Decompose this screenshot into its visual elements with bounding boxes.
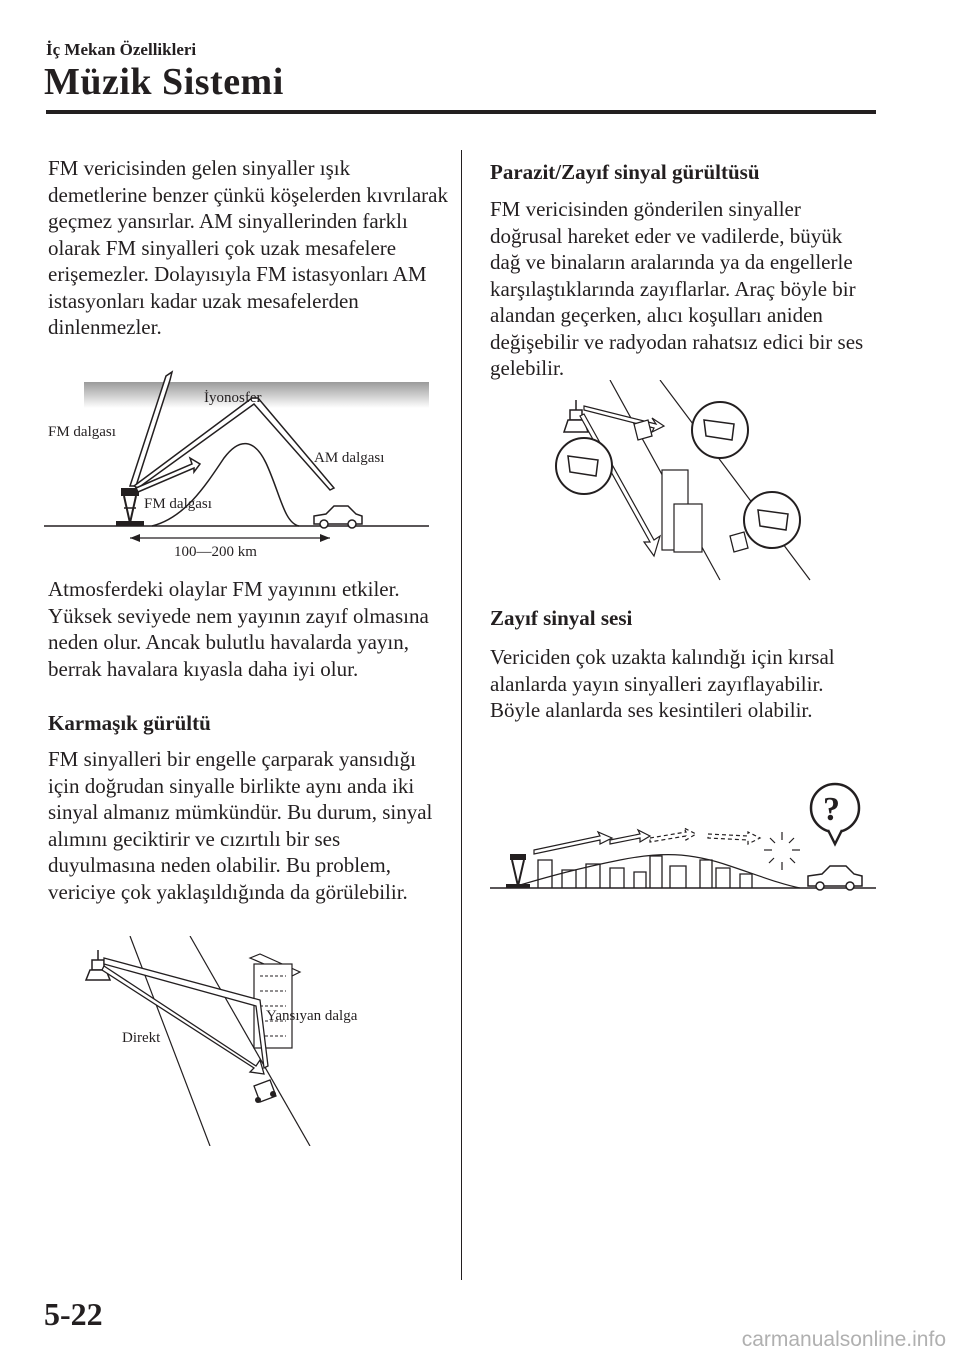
- distance-arrow: [130, 534, 330, 542]
- static-paragraph: FM vericisinden gönderilen sinyaller doğrusal hareket eder ve vadilerde, büyük dağ ve binaların aralarında ya da engellerle karşılaştıklarında zayıflarlar. Araç böyle bir alandan geçerken, alıcı koşulları aniden değişebilir ve radyodan rahatsız edici bir ses gelebilir.: [490, 197, 864, 380]
- atmosphere-paragraph: Atmosferdeki olaylar FM yayınını etkiler. Yüksek seviyede nem yayının zayıf olmasına neden olur. Ancak bulutlu havalarda yayın, berrak havalara kıyasla daha iyi olur.: [48, 577, 429, 681]
- building-icon: [674, 504, 702, 552]
- signal-arrow: [534, 832, 612, 854]
- multipath-paragraph: FM sinyalleri bir engelle çarparak yansıdığı için doğrudan sinyalle birlikte aynı anda iki sinyal almanız mümkündür. Bu durum, sinyal alımını geciktirir ve cızırtılı bir ses duyulmasına neden olabilir. Bu problem, vericiye çok yaklaşıldığında da görülebilir.: [48, 747, 433, 904]
- label-am-wave: AM dalgası: [314, 450, 385, 466]
- multipath-heading: Karmaşık gürültü: [48, 711, 211, 735]
- label-distance: 100—200 km: [174, 544, 257, 560]
- noise-bubble-icon: [692, 402, 748, 458]
- weak-heading: Zayıf sinyal sesi: [490, 606, 633, 630]
- page-number: 5-22: [44, 1296, 103, 1332]
- signal-arrow: [584, 406, 664, 432]
- weak-signal-arrow: [650, 828, 696, 842]
- car-icon: [730, 532, 748, 552]
- label-fm-wave-bottom: FM dalgası: [144, 496, 212, 512]
- car-icon: [254, 1080, 276, 1103]
- section-label: İç Mekan Özellikleri: [46, 40, 197, 59]
- question-bubble-icon: [811, 784, 859, 844]
- car-icon: [808, 866, 862, 890]
- static-heading: Parazit/Zayıf sinyal gürültüsü: [490, 160, 760, 184]
- weak-signal-figure: [490, 780, 880, 895]
- fm-am-propagation-figure: [44, 368, 444, 568]
- label-ionosphere: İyonosfer: [204, 390, 262, 406]
- noise-bubble-icon: [744, 492, 800, 548]
- signal-arrow: [610, 830, 650, 844]
- label-reflected: Yansıyan dalga: [266, 1008, 358, 1024]
- hill: [510, 855, 800, 888]
- label-direct: Direkt: [122, 1030, 161, 1046]
- header-rule: [46, 110, 876, 114]
- reflected-wave-arrow: [104, 958, 268, 1068]
- column-divider: [461, 150, 462, 1280]
- static-noise-figure: [540, 380, 830, 590]
- multipath-figure: [60, 936, 400, 1146]
- weak-paragraph: Vericiden çok uzakta kalındığı için kırsal alanlarda yayın sinyalleri zayıflayabilir. Böyle alanlarda ses kesintileri olabilir.: [490, 645, 835, 722]
- page-title: Müzik Sistemi: [44, 61, 284, 103]
- intro-paragraph: FM vericisinden gelen sinyaller ışık demetlerine benzer çünkü köşelerden kıvrılarak geçmez yansırlar. AM sinyallerinden farklı olarak FM sinyalleri çok uzak mesafelere erişemezler. Dolayısıyla FM istasyonları AM istasyonları kadar uzak mesafelerden dinlenmezler.: [48, 156, 448, 339]
- car-icon: [634, 420, 652, 440]
- svg-text:?: ?: [823, 791, 840, 828]
- city-skyline: [538, 856, 752, 888]
- noise-bubble-icon: [556, 438, 612, 494]
- weak-signal-arrow: [708, 832, 760, 844]
- car-icon: [314, 506, 362, 528]
- label-fm-wave-top: FM dalgası: [48, 424, 116, 440]
- watermark: carmanualsonline.info: [741, 1328, 946, 1351]
- transmitter-tower-icon: [116, 488, 144, 526]
- signal-lost-icon: [764, 832, 800, 870]
